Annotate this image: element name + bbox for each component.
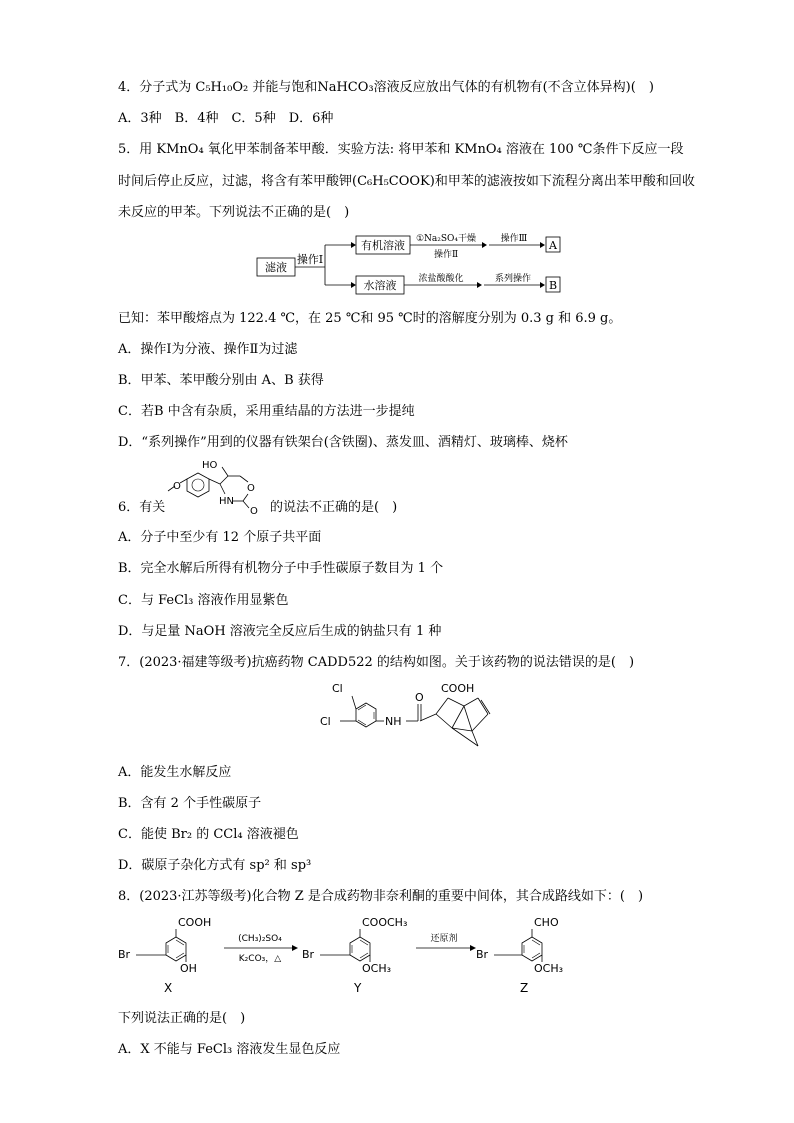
- benzene-ring: [166, 937, 186, 961]
- q8-x-cooh: COOH: [178, 916, 212, 929]
- q5-option-c: C．若B 中含有杂质，采用重结晶的方法进一步提纯: [118, 404, 415, 419]
- q6-suffix: 的说法不正确的是( ): [270, 500, 398, 515]
- flow-productA-label: A: [549, 239, 557, 252]
- q5-stem-line1: 5．用 KMnO₄ 氧化甲苯制备苯甲酸．实验方法: 将甲苯和 KMnO₄ 溶液在 100 ℃条件下反应一段: [118, 142, 684, 157]
- bond: [220, 484, 225, 494]
- q8-x-name: X: [164, 981, 173, 995]
- q5-stem-line2: 时间后停止反应，过滤，将含有苯甲酸钾(C₆H₅COOK)和甲苯的滤液按如下流程分离出苯甲酸和回收: [118, 174, 695, 189]
- q8-reagent1-bottom: K₂CO₃，△: [238, 954, 282, 964]
- benzene-ring: [522, 937, 542, 961]
- q4-stem: 4．分子式为 C₅H₁₀O₂ 并能与饱和NaHCO₃溶液反应放出气体的有机物有(不含立体异构)( ): [118, 80, 654, 95]
- flow-arrowhead: [351, 242, 356, 248]
- q6-prefix: 6．有关: [118, 500, 166, 515]
- flow-op2-label: 操作Ⅱ: [433, 250, 459, 260]
- q6-ho: HO: [202, 460, 218, 471]
- bond: [436, 714, 452, 728]
- benzene-circle: [192, 479, 204, 491]
- bond: [481, 700, 490, 714]
- q6-nh: HN: [219, 496, 234, 507]
- q8-scheme: [116, 910, 586, 1002]
- bond: [472, 714, 488, 731]
- flow-start-label: 滤液: [265, 261, 287, 274]
- q7-cooh: COOH: [441, 682, 475, 695]
- q6-o-methoxy: O: [173, 481, 181, 492]
- benzene-ring: [356, 703, 376, 727]
- q8-stem: 8．(2023·江苏等级考)化合物 Z 是合成药物非奈利酮的重要中间体，其合成路线如下：( ): [118, 889, 644, 904]
- flow-arrowhead: [540, 282, 545, 288]
- bond: [448, 698, 464, 706]
- q5-option-a: A．操作Ⅰ为分液、操作Ⅱ为过滤: [118, 342, 298, 357]
- q6-option-d: D．与足量 NaOH 溶液完全反应后生成的钠盐只有 1 种: [118, 624, 442, 639]
- q7-structure: [318, 676, 528, 752]
- bond: [464, 706, 472, 731]
- q8-y-och3: OCH₃: [362, 962, 392, 975]
- bond: [464, 698, 478, 706]
- bond: [436, 698, 448, 714]
- q7-nh: NH: [385, 715, 402, 728]
- q6-o-ring: O: [247, 483, 255, 494]
- q7-stem: 7．(2023·福建等级考)抗癌药物 CADD522 的结构如图。关于该药物的说法错误的是( ): [118, 655, 635, 670]
- bond: [420, 714, 436, 721]
- q6-structure: [165, 456, 270, 516]
- q5-flowchart: [255, 232, 565, 298]
- flow-reagent-top: ①Na₂SO₄干燥: [415, 234, 477, 244]
- flow-arrowhead: [482, 242, 487, 248]
- q7-cl-left: Cl: [320, 715, 331, 728]
- q7-option-d: D．碳原子杂化方式有 sp² 和 sp³: [118, 858, 312, 873]
- q7-option-b: B．含有 2 个手性碳原子: [118, 796, 262, 811]
- q5-known: 已知：苯甲酸熔点为 122.4 ℃，在 25 ℃和 95 ℃时的溶解度分别为 0.3 g 和 6.9 g。: [118, 311, 622, 326]
- flow-arrowhead: [540, 242, 545, 248]
- flow-arrowhead: [351, 282, 356, 288]
- q5-stem-line3: 未反应的甲苯。下列说法不正确的是( ): [118, 205, 350, 220]
- q8-y-cooch3: COOCH₃: [362, 916, 408, 929]
- flow-op1-label: 操作Ⅰ: [296, 253, 324, 266]
- q8-z-cho: CHO: [534, 916, 559, 929]
- bond: [452, 706, 464, 728]
- flow-arrowhead: [477, 282, 482, 288]
- q8-x-br: Br: [118, 948, 131, 961]
- bond: [222, 467, 228, 476]
- q8-x-oh: OH: [180, 962, 197, 975]
- q6-o-carbonyl: O: [250, 506, 258, 516]
- bond: [209, 479, 220, 484]
- q8-y-name: Y: [354, 981, 362, 995]
- bond: [220, 476, 228, 484]
- q8-z-br: Br: [476, 948, 489, 961]
- flow-organic-label: 有机溶液: [361, 239, 405, 252]
- q8-y-br: Br: [302, 948, 315, 961]
- benzene-ring: [187, 473, 209, 497]
- q6-option-b: B．完全水解后所得有机物分子中手性碳原子数目为 1 个: [118, 561, 444, 576]
- q4-options: A．3种 B．4种 C．5种 D．6种: [118, 111, 334, 126]
- flow-acid-label: 浓盐酸酸化: [418, 274, 464, 284]
- bond: [240, 476, 248, 482]
- q6-option-c: C．与 FeCl₃ 溶液作用显紫色: [118, 593, 289, 608]
- bond: [243, 501, 249, 508]
- q5-option-b: B．甲苯、苯甲酸分别由 A、B 获得: [118, 373, 324, 388]
- q7-o: O: [415, 691, 424, 704]
- q7-option-a: A．能发生水解反应: [118, 765, 232, 780]
- q8-option-a: A．X 不能与 FeCl₃ 溶液发生显色反应: [118, 1042, 341, 1057]
- q8-reagent1-top: (CH₃)₂SO₄: [238, 934, 282, 944]
- q6-option-a: A．分子中至少有 12 个原子共平面: [118, 530, 322, 545]
- flow-aqueous-label: 水溶液: [363, 279, 397, 292]
- bond: [478, 698, 488, 714]
- q8-z-och3: OCH₃: [534, 962, 564, 975]
- flow-series-label: 系列操作: [494, 274, 532, 284]
- q5-option-d: D．“系列操作”用到的仪器有铁架台(含铁圈)、蒸发皿、酒精灯、玻璃棒、烧杯: [118, 435, 568, 450]
- bond: [352, 696, 356, 709]
- q8-reagent2: 还原剂: [430, 934, 458, 944]
- benzene-ring: [350, 937, 370, 961]
- q7-option-c: C．能使 Br₂ 的 CCl₄ 溶液褪色: [118, 827, 299, 842]
- flow-productB-label: B: [548, 279, 558, 292]
- bond: [243, 494, 248, 501]
- q7-cl-top: Cl: [332, 682, 343, 695]
- arrowhead: [292, 945, 298, 951]
- q8-question: 下列说法正确的是( ): [118, 1011, 246, 1026]
- flow-op3-label: 操作Ⅲ: [500, 234, 528, 244]
- bond: [180, 479, 187, 483]
- q8-z-name: Z: [520, 981, 529, 995]
